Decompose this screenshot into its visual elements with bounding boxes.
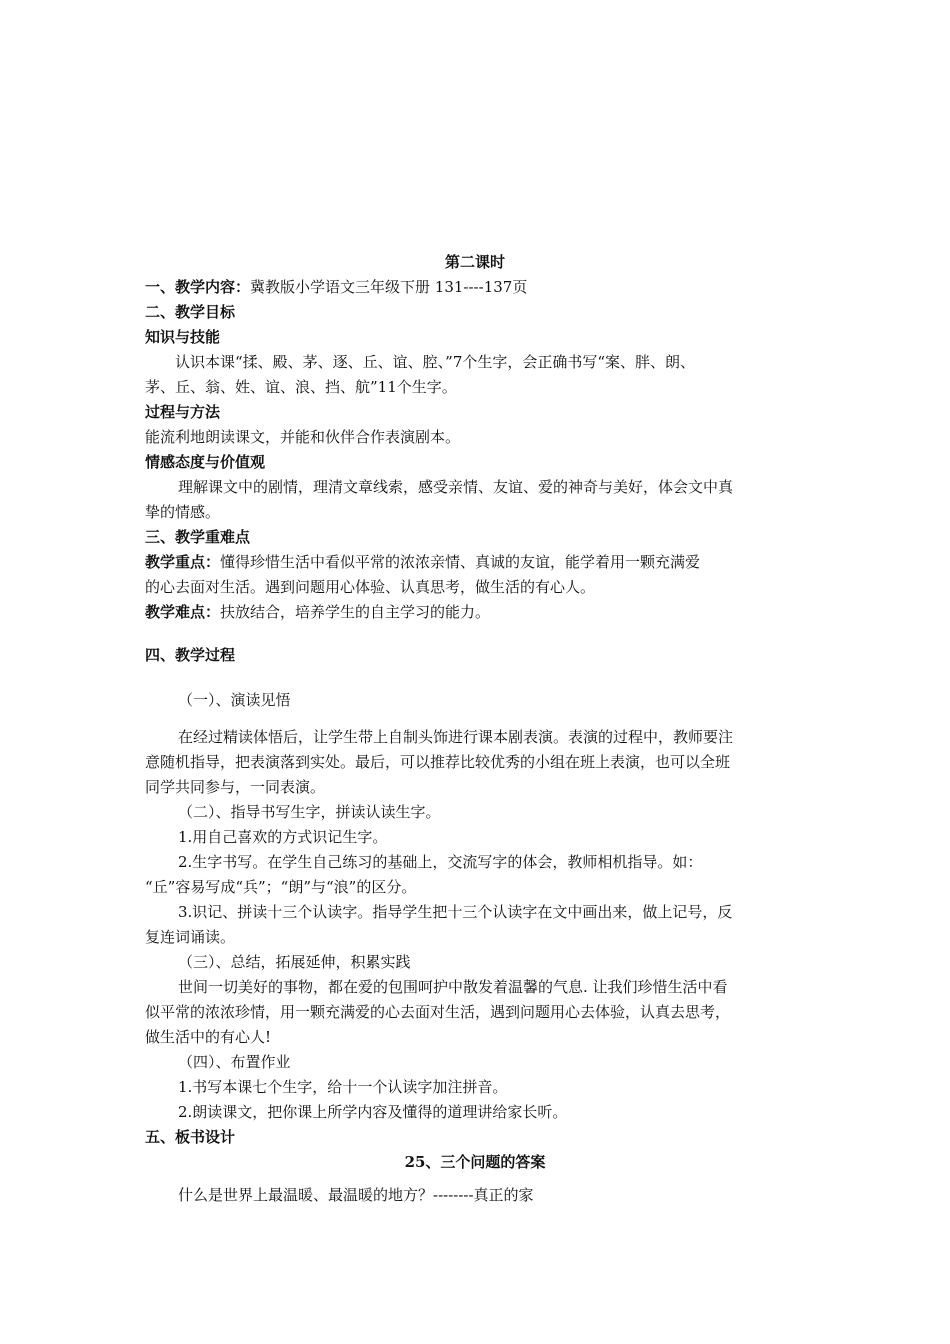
section-label: 一、教学内容： — [145, 278, 251, 296]
subheading-knowledge: 知识与技能 — [145, 328, 221, 346]
part-heading: （四）、布置作业 — [178, 1053, 291, 1071]
part-heading: （一）、演读见悟 — [178, 691, 291, 709]
section-heading-key-points: 三、教学重难点 — [145, 528, 251, 546]
list-item: 1.书写本课七个生字，给十一个认读字加注拼音。 — [178, 1078, 508, 1096]
section-text: 冀教版小学语文三年级下册 131----137页 — [250, 278, 528, 296]
subheading-process: 过程与方法 — [145, 403, 221, 421]
paragraph-line: 理解课文中的剧情，理清文章线索，感受亲情、友谊、爱的神奇与美好，体会文中真 — [178, 478, 734, 496]
lesson-title: 第二课时 — [444, 253, 505, 271]
section-heading-process: 四、教学过程 — [145, 646, 236, 664]
list-item: 2.生字书写。在学生自己练习的基础上，交流写字的体会，教师相机指导。如： — [178, 853, 703, 871]
section-heading-goals: 二、教学目标 — [145, 303, 236, 321]
paragraph-line: 在经过精读体悟后，让学生带上自制头饰进行课本剧表演。表演的过程中，教师要注 — [178, 728, 734, 746]
focus-line — [145, 550, 805, 575]
part-heading: （二）、指导书写生字，拼读认读生字。 — [178, 803, 441, 821]
list-item: 1.用自己喜欢的方式识记生字。 — [178, 828, 388, 846]
section-heading-board: 五、板书设计 — [145, 1128, 236, 1146]
section-teaching-content — [145, 275, 805, 300]
paragraph-line: 做生活中的有心人! — [145, 1028, 272, 1046]
difficulty-label: 教学难点： — [145, 603, 221, 621]
focus-text: 懂得珍惜生活中看似平常的浓浓亲情、真诚的友谊，能学着用一颗充满爱 — [220, 553, 701, 571]
list-item: 2.朗读课文，把你课上所学内容及懂得的道理讲给家长听。 — [178, 1103, 568, 1121]
paragraph-line: 挚的情感。 — [145, 503, 221, 521]
board-question: 什么是世界上最温暖、最温暖的地方？--------真正的家 — [178, 1186, 534, 1204]
list-item-continuation: 复连词诵读。 — [145, 928, 236, 946]
list-item-continuation: “丘”容易写成“兵”；“朗”与“浪”的区分。 — [145, 878, 417, 896]
paragraph-line: 似平常的浓浓珍情，用一颗充满爱的心去面对生活，遇到问题用心去体验，认真去思考， — [145, 1003, 731, 1021]
list-item: 3.识记、拼读十三个认读字。指导学生把十三个认读字在文中画出来，做上记号，反 — [178, 903, 733, 921]
part-heading: （三）、总结，拓展延伸，积累实践 — [178, 953, 411, 971]
paragraph-line: 认识本课“揉、殿、茅、逐、丘、谊、腔、”7个生字，会正确书写“案、胖、朗、 — [175, 353, 696, 371]
paragraph-line: 的心去面对生活。遇到问题用心体验、认真思考，做生活的有心人。 — [145, 578, 596, 596]
paragraph-line: 茅、丘、翁、姓、谊、浪、挡、航”11个生字。 — [145, 378, 457, 396]
difficulty-text: 扶放结合，培养学生的自主学习的能力。 — [220, 603, 491, 621]
paragraph-line: 能流利地朗读课文，并能和伙伴合作表演剧本。 — [145, 428, 461, 446]
subheading-emotion: 情感态度与价值观 — [145, 453, 266, 471]
difficulty-line — [145, 600, 805, 625]
paragraph-line: 世间一切美好的事物，都在爱的包围呵护中散发着温馨的气息. 让我们珍惜生活中看 — [178, 978, 728, 996]
focus-label: 教学重点： — [145, 553, 221, 571]
board-title: 25、三个问题的答案 — [404, 1153, 546, 1171]
paragraph-line: 意随机指导，把表演落到实处。最后，可以推荐比较优秀的小组在班上表演，也可以全班 — [145, 753, 731, 771]
paragraph-line: 同学共同参与，一同表演。 — [145, 778, 326, 796]
